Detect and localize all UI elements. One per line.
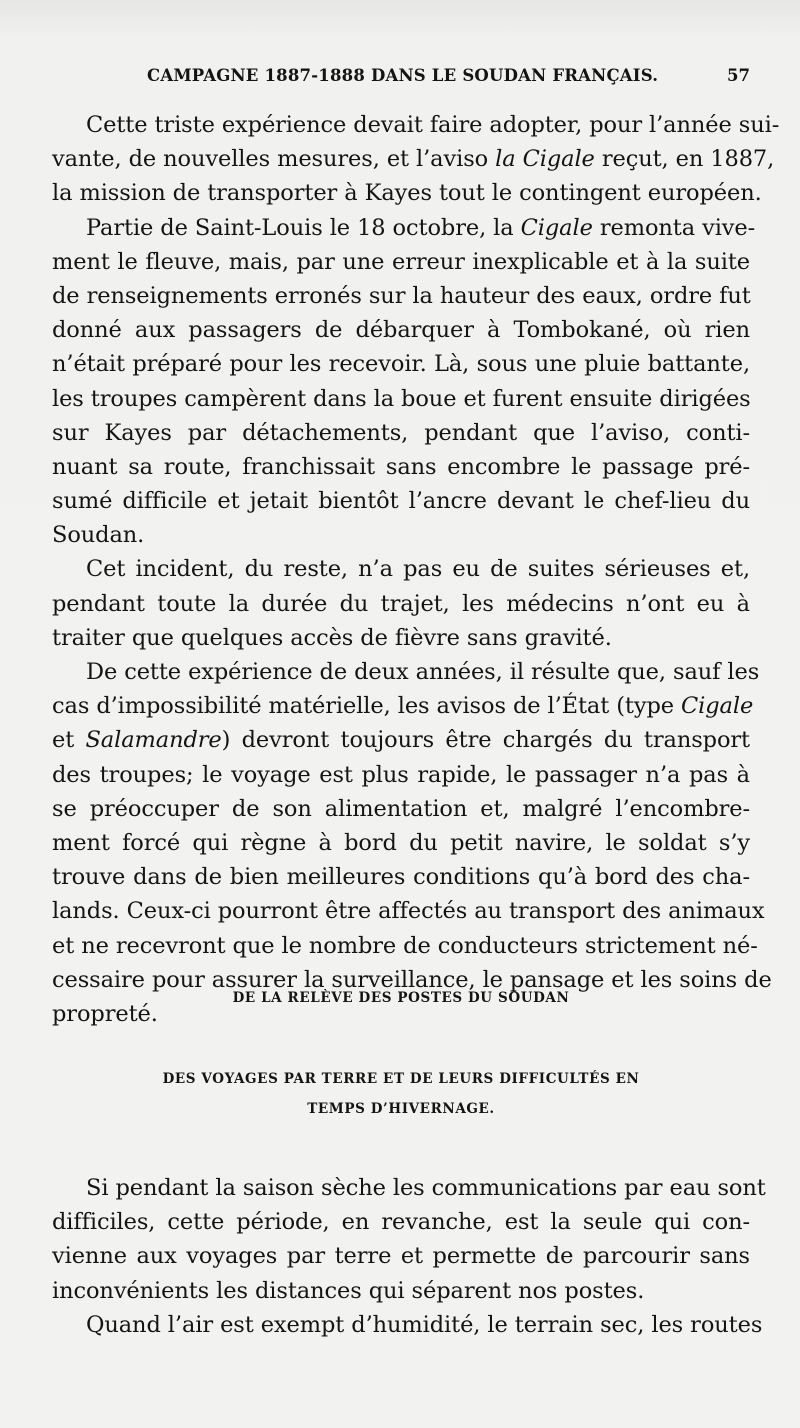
italic-text-run: Salamandre: [85, 727, 222, 754]
text-line: [52, 313, 750, 347]
text-line: [52, 518, 750, 552]
text-line: [52, 587, 750, 621]
page-number: 57: [727, 66, 750, 85]
text-run: Partie de Saint-Louis le 18 octobre, la: [86, 214, 521, 241]
text-run: Cette triste expérience devait faire adopter, pour l’année sui-: [86, 112, 780, 138]
text-run: lands. Ceux-ci pourront être affectés au transport des animaux: [52, 898, 765, 925]
text-line: [52, 382, 750, 416]
text-line: [52, 655, 760, 689]
text-line: [52, 826, 750, 860]
text-run: des troupes; le voyage est plus rapide, le passager n’a pas à: [52, 761, 750, 788]
text-line: [52, 347, 750, 381]
paragraph: [52, 552, 750, 655]
text-run: ment forcé qui règne à bord du petit navire, le soldat s’y: [52, 829, 750, 856]
text-run: nuant sa route, franchissait sans encombre le passage pré-: [52, 453, 750, 480]
text-run: vante, de nouvelles mesures, et l’aviso: [52, 146, 496, 173]
body-text-top: [52, 108, 780, 1031]
section-heading: DE LA RELÈVE DES POSTES DU SOUDAN: [232, 990, 570, 1006]
text-line: [52, 689, 754, 723]
text-line: [52, 894, 765, 928]
body-text-bottom: [52, 1171, 766, 1342]
text-run: et: [52, 727, 86, 754]
text-line: [52, 1205, 750, 1239]
text-run: sumé difficile et jetait bientôt l’ancre devant le chef-lieu du: [52, 488, 750, 515]
section-subheading-line-1: DES VOYAGES PAR TERRE ET DE LEURS DIFFICULTÉS EN: [162, 1071, 640, 1087]
text-line: [52, 108, 780, 142]
text-run: De cette expérience de deux années, il résulte que, sauf les: [86, 659, 760, 685]
text-line: [52, 416, 750, 450]
text-line: [52, 860, 750, 894]
text-run: reçut, en 1887,: [594, 146, 775, 173]
text-line: [52, 279, 750, 313]
text-run: vienne aux voyages par terre et permette de parcourir sans: [52, 1243, 750, 1270]
text-run: cas d’impossibilité matérielle, les avisos de l’État (type: [52, 693, 682, 720]
paragraph: [52, 1171, 766, 1308]
text-line: [52, 1171, 766, 1205]
text-line: [52, 792, 750, 826]
running-head: [52, 66, 752, 94]
text-run: sur Kayes par détachements, pendant que l’aviso, conti-: [52, 419, 750, 446]
text-line: [52, 1274, 750, 1308]
text-run: inconvénients les distances qui séparent nos postes.: [52, 1277, 645, 1304]
text-run: ) devront toujours être chargés du transport: [221, 727, 751, 754]
text-run: donné aux passagers de débarquer à Tombokané, où rien: [52, 317, 750, 344]
text-line: [52, 245, 750, 279]
paragraph: [52, 108, 780, 211]
text-run: la mission de transporter à Kayes tout le contingent européen.: [52, 180, 762, 207]
paragraph: [52, 1308, 763, 1342]
text-run: Cet incident, du reste, n’a pas eu de suites sérieuses et,: [86, 556, 750, 583]
paragraph: [52, 211, 756, 553]
text-run: pendant toute la durée du trajet, les médecins n’ont eu à: [52, 590, 750, 617]
text-run: cessaire pour assurer la surveillance, le pansage et les soins de: [52, 966, 772, 993]
italic-text-run: Cigale: [681, 693, 754, 720]
text-line: [52, 552, 750, 586]
text-run: ment le fleuve, mais, par une erreur inexplicable et à la suite: [52, 248, 750, 275]
text-run: Soudan.: [52, 522, 145, 549]
text-line: [52, 450, 750, 484]
text-line: [52, 929, 758, 963]
paragraph: [52, 655, 772, 1031]
text-line: [52, 211, 756, 245]
italic-text-run: la Cigale: [495, 146, 595, 173]
section-subheading-line-2: TEMPS D’HIVERNAGE.: [307, 1101, 495, 1117]
text-line: [52, 176, 762, 210]
text-line: [52, 1239, 750, 1273]
text-run: Quand l’air est exempt d’humidité, le terrain sec, les routes: [86, 1311, 763, 1338]
italic-text-run: Cigale: [520, 214, 593, 241]
running-title: CAMPAGNE 1887-1888 DANS LE SOUDAN FRANÇAIS.: [147, 66, 659, 85]
text-run: se préoccuper de son alimentation et, malgré l’encombre-: [52, 795, 750, 822]
text-run: n’était préparé pour les recevoir. Là, sous une pluie battante,: [52, 351, 750, 378]
text-run: les troupes campèrent dans la boue et furent ensuite dirigées: [52, 385, 751, 412]
text-line: [52, 621, 750, 655]
text-run: remonta vive-: [592, 214, 756, 241]
text-line: [52, 1308, 763, 1342]
text-line: [52, 723, 750, 757]
text-run: difficiles, cette période, en revanche, est la seule qui con-: [52, 1209, 750, 1236]
text-line: [52, 758, 750, 792]
text-run: Si pendant la saison sèche les communications par eau sont: [86, 1175, 766, 1201]
text-run: traiter que quelques accès de fièvre sans gravité.: [52, 624, 612, 651]
text-line: [52, 484, 750, 518]
text-line: [52, 142, 775, 176]
text-run: de renseignements erronés sur la hauteur des eaux, ordre fut: [52, 282, 751, 309]
text-run: trouve dans de bien meilleures conditions qu’à bord des cha-: [52, 864, 750, 891]
text-run: et ne recevront que le nombre de conducteurs strictement né-: [52, 932, 758, 959]
text-run: propreté.: [52, 1000, 158, 1027]
